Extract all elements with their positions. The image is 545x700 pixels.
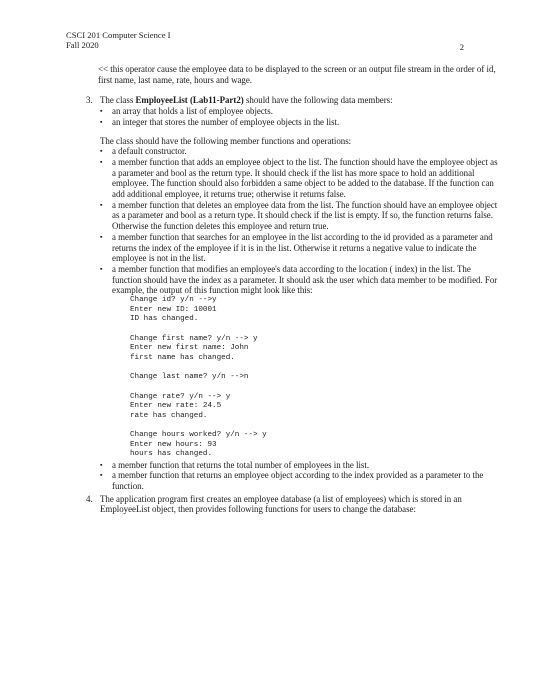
functions-list — [100, 146, 501, 459]
bullet-icon: ▪ — [100, 147, 103, 156]
class-name: EmployeeList (Lab11-Part2) — [135, 95, 244, 106]
bullet-icon: ▪ — [100, 107, 103, 116]
bullet-icon: ▪ — [100, 264, 103, 273]
code-line: Enter new first name: John — [130, 344, 249, 353]
item-3-lead: The class EmployeeList (Lab11-Part2) should have the following data members: — [100, 95, 393, 106]
list-item-text: an array that holds a list of employee objects. — [112, 106, 273, 117]
code-line: Change hours worked? y/n --> y — [130, 431, 267, 440]
code-block — [112, 296, 501, 325]
list-item — [100, 460, 501, 471]
item-number: 4. — [86, 493, 93, 504]
course-title: CSCI 201 Computer Science I — [66, 30, 171, 40]
list-item-text: a member function that returns an employee object according to the index provided as a parameter to the function. — [112, 470, 484, 491]
item-4 — [86, 494, 501, 515]
code-block — [112, 431, 501, 460]
code-line: Enter new ID: 10001 — [130, 305, 217, 314]
code-line: Change last name? y/n -->n — [130, 373, 249, 382]
list-item — [100, 200, 501, 232]
code-block — [112, 393, 501, 422]
list-item-text: a member function that searches for an employee in the list according to the id provided as a parameter and returns the index of the employee if it is in the list. Otherwise it returns a negative value to indicate the employee is not in the list. — [112, 231, 493, 264]
code-line: Change id? y/n -->y — [130, 296, 217, 305]
code-line: Enter new rate: 24.5 — [130, 402, 222, 411]
list-item-text: an integer that stores the number of employee objects in the list. — [112, 116, 340, 127]
bullet-icon: ▪ — [100, 460, 103, 469]
functions-intro: The class should have the following member functions and operations: — [100, 135, 352, 146]
code-line: first name has changed. — [130, 353, 235, 362]
list-item-text: a member function that modifies an employee's data according to the location ( index) in the list. The function should have the index as a parameter. It should ask the user which data member to be modified. For example, the output of this function might look like this: — [112, 263, 498, 296]
item-4-text: The application program first creates an employee database (a list of employees) which is stored in an EmployeeList object, then provides following functions for users to change the database: — [100, 493, 462, 515]
item-number: 3. — [86, 95, 93, 106]
list-item — [100, 157, 501, 200]
code-block — [112, 373, 501, 383]
page-number: 2 — [459, 42, 464, 52]
intro-paragraph: << this operator cause the employee data to be displayed to the screen or an output file stream in the order of id, first name, last name, rate, hours and wage. — [98, 64, 496, 85]
list-item-text: a member function that deletes an employee data from the list. The function should have an employee object as a parameter and bool as a return type. It should check if the list is empty. If so, the function returns false. Otherwise the function deletes this employee and return true. — [112, 199, 498, 232]
item-3 — [86, 95, 501, 491]
bullet-icon: ▪ — [100, 200, 103, 209]
list-item — [100, 470, 501, 491]
bullet-icon: ▪ — [100, 117, 103, 126]
code-line: ID has changed. — [130, 315, 199, 324]
list-item-text: a member function that adds an employee object to the list. The function should have the employee object as a parameter and bool as the return type. It should check if the list has more space to hold an additional employee. The function should also forbidden a same object to be added to the database. If the function can add additional employee, it returns true; otherwise it returns false. — [112, 156, 498, 200]
bullet-icon: ▪ — [100, 471, 103, 480]
page-header — [66, 30, 171, 50]
code-block — [112, 335, 501, 364]
list-item — [100, 106, 501, 117]
term: Fall 2020 — [66, 40, 99, 50]
code-line: Change first name? y/n --> y — [130, 334, 258, 343]
code-line: rate has changed. — [130, 411, 208, 420]
code-line: hours has changed. — [130, 450, 213, 459]
list-item — [100, 264, 501, 460]
bullet-icon: ▪ — [100, 157, 103, 166]
list-item-text: a default constructor. — [112, 146, 187, 157]
list-item-text: a member function that returns the total number of employees in the list. — [112, 459, 370, 470]
document-body — [86, 64, 501, 515]
code-line: Change rate? y/n --> y — [130, 392, 231, 401]
bullet-icon: ▪ — [100, 232, 103, 241]
list-item — [100, 117, 501, 128]
code-sample — [112, 296, 501, 460]
functions-after-list — [100, 460, 501, 492]
list-item — [100, 232, 501, 264]
code-line: Enter new hours: 93 — [130, 440, 217, 449]
data-members-list — [100, 106, 501, 127]
list-item — [100, 146, 501, 157]
